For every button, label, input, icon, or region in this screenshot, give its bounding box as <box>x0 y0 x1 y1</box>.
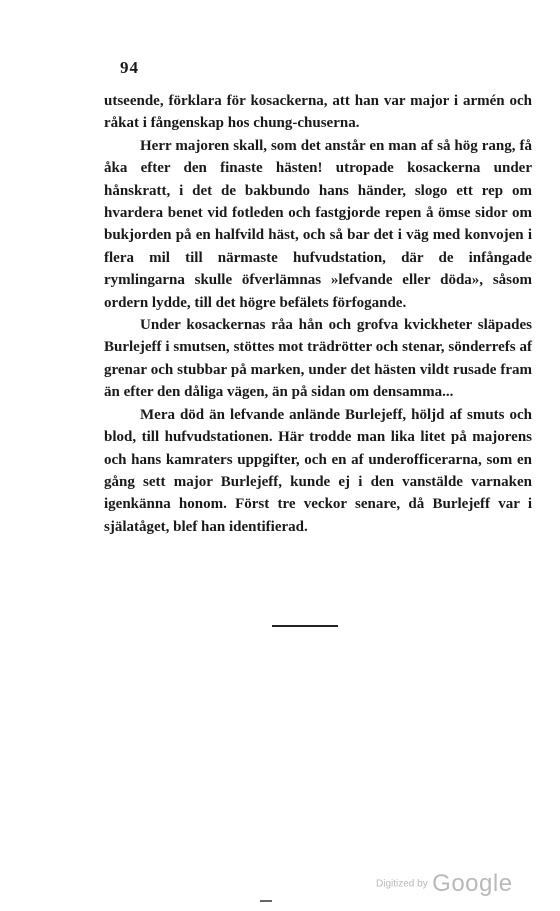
digitization-watermark <box>376 870 513 898</box>
paragraph-2: Herr majoren skall, som det anstår en man af så hög rang, få åka efter den finaste hästen! utropade kosackerna under hånskratt, i det de bakbundo hans händer, slogo ett rep om hvardera benet vid fotleden och fastgjorde repen å ömse sidor om bukjorden på en halfvild häst, och så bar det i väg med konvojen i flera mil till närmaste hufvudstation, där de infångade rymlingarna skulle öfverlämnas »lefvande eller döda», såsom ordern lydde, till det högre befälets förfogande. <box>104 137 532 311</box>
scan-speck <box>260 900 272 902</box>
watermark-prefix: Digitized by <box>376 878 428 890</box>
body-text <box>104 90 532 538</box>
paragraph-4: Mera död än lefvande anlände Burlejeff, höljd af smuts och blod, till hufvudstationen. Här trodde man lika litet på majorens och hans kamraters uppgifter, och en af underofficerarna, som en gång sett major Burlejeff, kunde ej i den vanstälde varnaken igenkänna honom. Först tre veckor senare, då Burlejeff var i själatåget, blef han identifierad. <box>104 406 532 535</box>
paragraph-3: Under kosackernas råa hån och grofva kvickheter släpades Burlejeff i smutsen, stöttes mot trädrötter och stenar, sönderrefs af grenar och stubbar på marken, under det hästen vildt rusade fram än efter den dåliga vägen, än på sidan om densamma... <box>104 317 532 401</box>
page-number: 94 <box>120 58 139 77</box>
section-end-rule <box>272 625 338 627</box>
paragraph-1: utseende, förklara för kosackerna, att han var major i armén och råkat i fångenskap hos chung-chuserna. <box>104 93 532 132</box>
google-logo: Google <box>432 870 513 897</box>
